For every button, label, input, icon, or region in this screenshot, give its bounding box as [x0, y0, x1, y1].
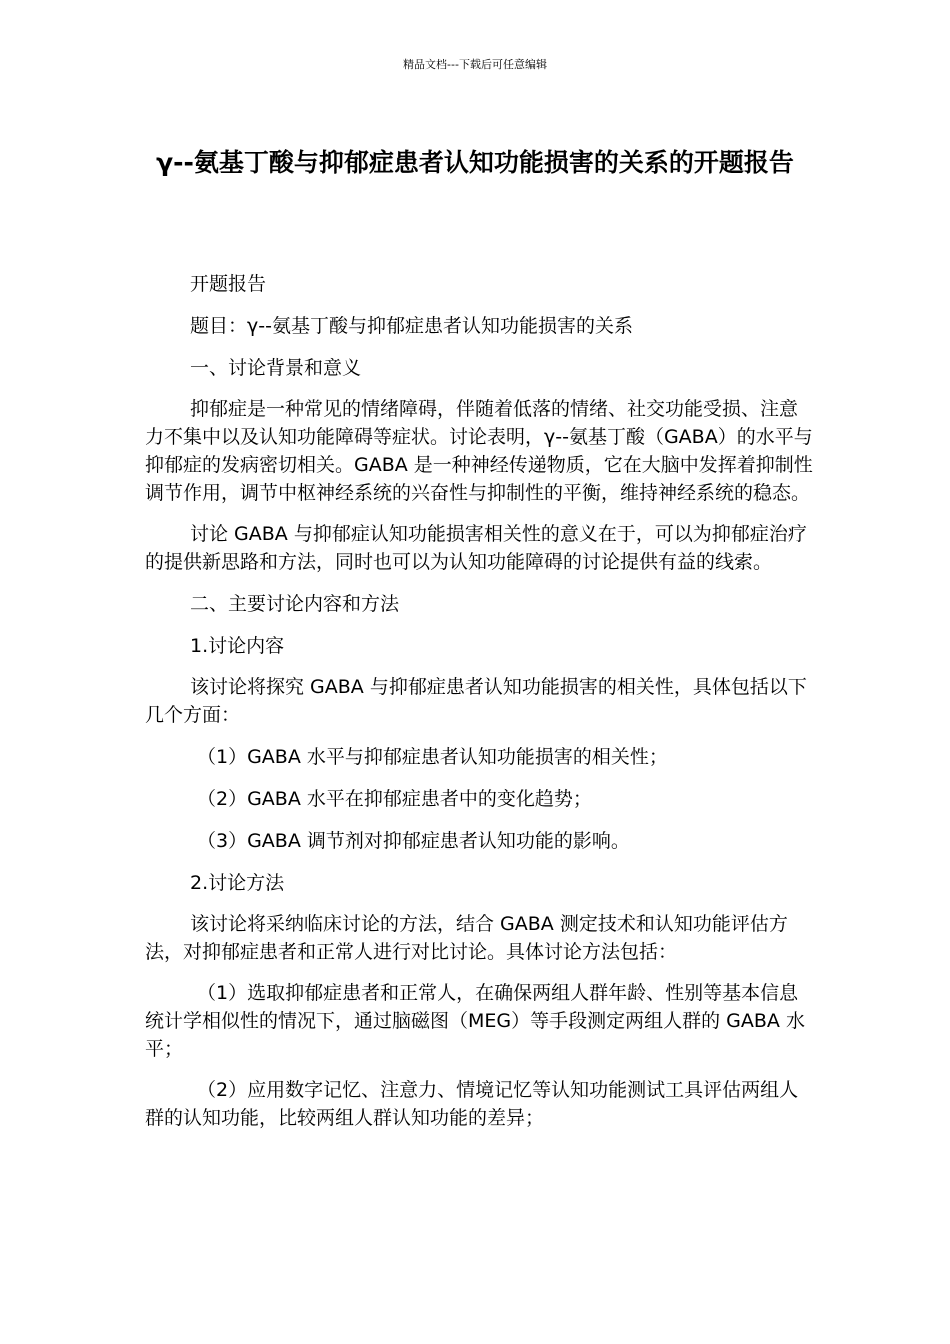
list-item: （1）GABA 水平与抑郁症患者认知功能损害的相关性； [197, 746, 668, 768]
list-item: （2）应用数字记忆、注意力、情境记忆等认知功能测试工具评估两组人群的认知功能，比较两组人群认知功能的差异； [145, 1079, 799, 1129]
document-title: γ--氨基丁酸与抑郁症患者认知功能损害的关系的开题报告 [156, 148, 794, 177]
paragraph-background: 抑郁症是一种常见的情绪障碍，伴随着低落的情绪、社交功能受损、注意力不集中以及认知功能障碍等症状。讨论表明，γ--氨基丁酸（GABA）的水平与抑郁症的发病密切相关。GABA 是一种神经传递物质，它在大脑中发挥着抑制性调节作用，调节中枢神经系统的兴奋性与抑制性的平衡，维持神经系统的稳态。 [145, 398, 813, 504]
subheading-content: 1.讨论内容 [190, 635, 285, 657]
list-item: （2）GABA 水平在抑郁症患者中的变化趋势； [197, 788, 592, 810]
paragraph-methods: 该讨论将采纳临床讨论的方法，结合 GABA 测定技术和认知功能评估方法，对抑郁症患者和正常人进行对比讨论。具体讨论方法包括： [145, 913, 788, 963]
heading-background: 一、讨论背景和意义 [190, 357, 362, 379]
paragraph-content: 该讨论将探究 GABA 与抑郁症患者认知功能损害的相关性，具体包括以下几个方面： [145, 676, 807, 726]
section-label: 开题报告 [190, 273, 267, 295]
paragraph-significance: 讨论 GABA 与抑郁症认知功能损害相关性的意义在于，可以为抑郁症治疗的提供新思路和方法，同时也可以为认知功能障碍的讨论提供有益的线索。 [145, 523, 807, 573]
page-header: 精品文档---下载后可任意编辑 [403, 58, 547, 71]
document-body [145, 269, 813, 1145]
topic-line: 题目：γ--氨基丁酸与抑郁症患者认知功能损害的关系 [190, 315, 633, 337]
heading-content-methods: 二、主要讨论内容和方法 [190, 593, 400, 615]
list-item: （3）GABA 调节剂对抑郁症患者认知功能的影响。 [197, 830, 630, 852]
subheading-methods: 2.讨论方法 [190, 872, 285, 894]
list-item: （1）选取抑郁症患者和正常人，在确保两组人群年龄、性别等基本信息统计学相似性的情况下，通过脑磁图（MEG）等手段测定两组人群的 GABA 水平； [145, 982, 805, 1060]
